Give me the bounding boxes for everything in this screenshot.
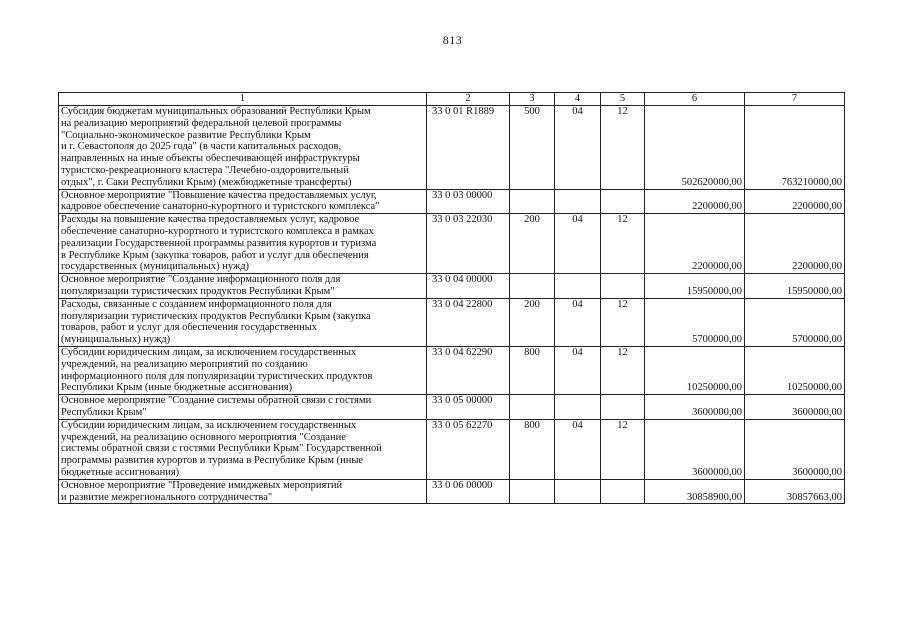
row-description: Расходы на повышение качества предоставляемых услуг, кадровое обеспечение санаторно-курортного и туристского комплекса в рамках реализации Государственной программы развития курортов и туризма в Республике Крым (закупка товаров, работ и услуг для обеспечения государственных (муниципальных) нужд) [59, 214, 427, 274]
expense-type: 200 [510, 214, 555, 274]
target-code: 33 0 04 22800 [427, 298, 510, 346]
table-row [59, 419, 845, 479]
subsection-code: 12 [601, 298, 645, 346]
amount-year-1: 30858900,00 [645, 479, 745, 504]
section-code [555, 274, 601, 299]
amount-year-1: 15950000,00 [645, 274, 745, 299]
row-description: Основное мероприятие "Создание информационного поля для популяризации туристических продуктов Республики Крым" [59, 274, 427, 299]
target-code: 33 0 06 00000 [427, 479, 510, 504]
target-code: 33 0 04 00000 [427, 274, 510, 299]
section-code: 04 [555, 214, 601, 274]
subsection-code: 12 [601, 419, 645, 479]
column-header: 4 [555, 93, 601, 106]
amount-year-1: 502620000,00 [645, 106, 745, 190]
target-code: 33 0 03 00000 [427, 189, 510, 214]
section-code: 04 [555, 346, 601, 394]
expense-type: 800 [510, 419, 555, 479]
expense-type [510, 274, 555, 299]
amount-year-1: 2200000,00 [645, 214, 745, 274]
amount-year-2: 10250000,00 [745, 346, 845, 394]
target-code: 33 0 01 R1889 [427, 106, 510, 190]
amount-year-1: 2200000,00 [645, 189, 745, 214]
row-description: Субсидия бюджетам муниципальных образований Республики Крым на реализацию мероприятий федеральной целевой программы "Социально-экономическое развитие Республики Крым и г. Севастополя до 2025 года" (в части капитальных расходов, направленных на иные объекты обеспечивающей инфраструктуры туристско-рекреационного кластера "Лечебно-оздоровительный отдых", г. Саки Республики Крым) (межбюджетные трансферты) [59, 106, 427, 190]
expense-type [510, 189, 555, 214]
table-row [59, 106, 845, 190]
table-row [59, 214, 845, 274]
amount-year-2: 3600000,00 [745, 419, 845, 479]
amount-year-2: 763210000,00 [745, 106, 845, 190]
section-code [555, 189, 601, 214]
table-row [59, 298, 845, 346]
target-code: 33 0 05 00000 [427, 395, 510, 420]
section-code: 04 [555, 298, 601, 346]
amount-year-2: 30857663,00 [745, 479, 845, 504]
amount-year-2: 15950000,00 [745, 274, 845, 299]
target-code: 33 0 03 22030 [427, 214, 510, 274]
column-header: 5 [601, 93, 645, 106]
column-header: 7 [745, 93, 845, 106]
expense-type: 800 [510, 346, 555, 394]
row-description: Основное мероприятие "Создание системы обратной связи с гостями Республики Крым" [59, 395, 427, 420]
amount-year-2: 5700000,00 [745, 298, 845, 346]
page-number: 813 [442, 33, 463, 47]
column-header: 2 [427, 93, 510, 106]
section-code: 04 [555, 106, 601, 190]
row-description: Расходы, связанные с созданием информационного поля для популяризации туристических продуктов Республики Крым (закупка товаров, работ и услуг для обеспечения государственных (муниципальных) нужд) [59, 298, 427, 346]
subsection-code: 12 [601, 346, 645, 394]
target-code: 33 0 05 62270 [427, 419, 510, 479]
table-row [59, 395, 845, 420]
row-description: Основное мероприятие "Повышение качества предоставляемых услуг, кадровое обеспечение санаторно-курортного и туристского комплекса" [59, 189, 427, 214]
header-row [59, 93, 845, 106]
column-header: 3 [510, 93, 555, 106]
row-description: Субсидии юридическим лицам, за исключением государственных учреждений, на реализацию основного мероприятия "Создание системы обратной связи с гостями Республики Крым" Государственной программы развития курортов и туризма в Республике Крым (иные бюджетные ассигнования) [59, 419, 427, 479]
amount-year-1: 3600000,00 [645, 395, 745, 420]
amount-year-2: 3600000,00 [745, 395, 845, 420]
subsection-code: 12 [601, 214, 645, 274]
subsection-code [601, 479, 645, 504]
subsection-code [601, 274, 645, 299]
expense-type: 200 [510, 298, 555, 346]
amount-year-1: 10250000,00 [645, 346, 745, 394]
amount-year-1: 5700000,00 [645, 298, 745, 346]
expense-type [510, 479, 555, 504]
section-code [555, 479, 601, 504]
section-code [555, 395, 601, 420]
expense-type: 500 [510, 106, 555, 190]
table-row [59, 189, 845, 214]
row-description: Субсидии юридическим лицам, за исключением государственных учреждений, на реализацию мероприятий по созданию информационного поля для популяризации туристических продуктов Республики Крым (иные бюджетные ассигнования) [59, 346, 427, 394]
subsection-code [601, 395, 645, 420]
target-code: 33 0 04 62290 [427, 346, 510, 394]
amount-year-2: 2200000,00 [745, 214, 845, 274]
section-code: 04 [555, 419, 601, 479]
amount-year-2: 2200000,00 [745, 189, 845, 214]
column-header: 1 [59, 93, 427, 106]
table-row [59, 479, 845, 504]
table-row [59, 274, 845, 299]
subsection-code: 12 [601, 106, 645, 190]
table-row [59, 346, 845, 394]
budget-table [58, 92, 845, 504]
expense-type [510, 395, 555, 420]
column-header: 6 [645, 93, 745, 106]
amount-year-1: 3600000,00 [645, 419, 745, 479]
subsection-code [601, 189, 645, 214]
row-description: Основное мероприятие "Проведение имиджевых мероприятий и развитие межрегионального сотрудничества" [59, 479, 427, 504]
